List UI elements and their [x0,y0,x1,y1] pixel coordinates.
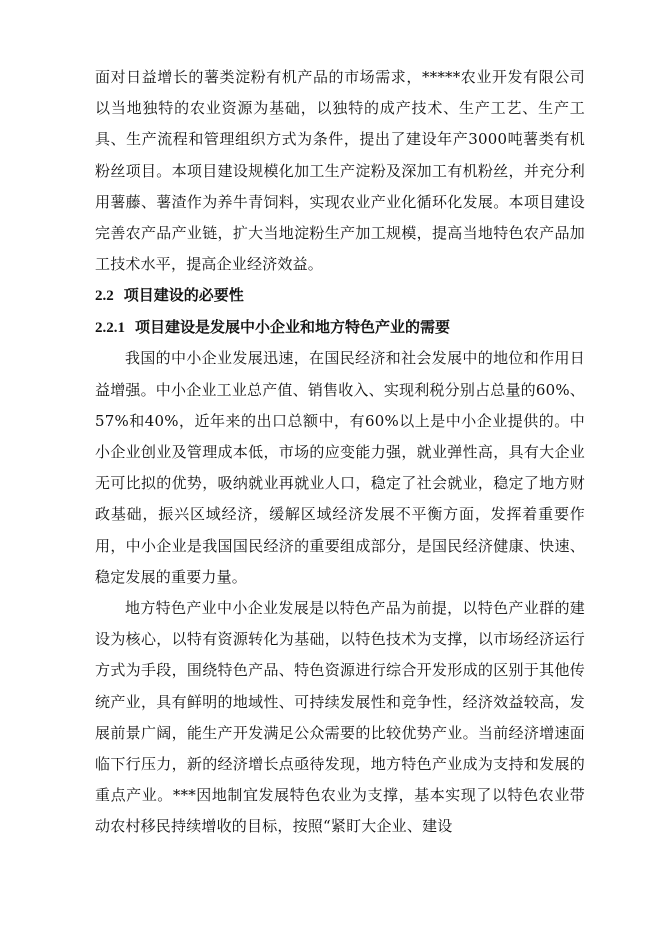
section-title: 项目建设的必要性 [123,286,244,305]
subsection-title: 项目建设是发展中小企业和地方特色产业的需要 [135,318,451,337]
document-body [95,62,585,843]
subsection-number: 2.2.1 [95,320,125,337]
section-number: 2.2 [95,288,114,305]
paragraph-sme-development: 我国的中小企业发展迅速，在国民经济和社会发展中的地位和作用日益增强。中小企业工业总产值、销售收入、实现利税分别占总量的60%、57%和40%，近年来的出口总额中，有60%以上是中小企业提供的。中小企业创业及管理成本低，市场的应变能力强，就业弹性高，具有大企业无可比拟的优势，吸纳就业再就业人口，稳定了社会就业，稳定了地方财政基础，振兴区域经济，缓解区域经济发展不平衡方面，发挥着重要作用，中小企业是我国国民经济的重要组成部分，是国民经济健康、快速、稳定发展的重要力量。 [95,349,585,586]
paragraph-project-overview: 面对日益增长的薯类淀粉有机产品的市场需求，*****农业开发有限公司以当地独特的农业资源为基础，以独特的成产技术、生产工艺、生产工具、生产流程和管理组织方式为条件，提出了建设年产3000吨薯类有机粉丝项目。本项目建设规模化加工生产淀粉及深加工有机粉丝，并充分利用薯藤、薯渣作为养牛青饲料，实现农业产业化循环化发展。本项目建设完善农产品产业链，扩大当地淀粉生产加工规模，提高当地特色农产品加工技术水平，提高企业经济效益。 [95,68,585,274]
section-heading-2-2-1 [95,312,585,343]
section-heading-2-2 [95,280,585,312]
paragraph-local-specialty-industry: 地方特色产业中小企业发展是以特色产品为前提，以特色产业群的建设为核心，以特有资源转化为基础，以特色技术为支撑，以市场经济运行方式为手段，围绕特色产品、特色资源进行综合开发形成的区别于其他传统产业，具有鲜明的地域性、可持续发展性和竞争性，经济效益较高，发展前景广阔，能生产开发满足公众需要的比较优势产业。当前经济增速面临下行压力，新的经济增长点亟待发现，地方特色产业成为支持和发展的重点产业。***因地制宜发展特色农业为支撑，基本实现了以特色农业带动农村移民持续增收的目标，按照“紧盯大企业、建设 [95,599,585,836]
